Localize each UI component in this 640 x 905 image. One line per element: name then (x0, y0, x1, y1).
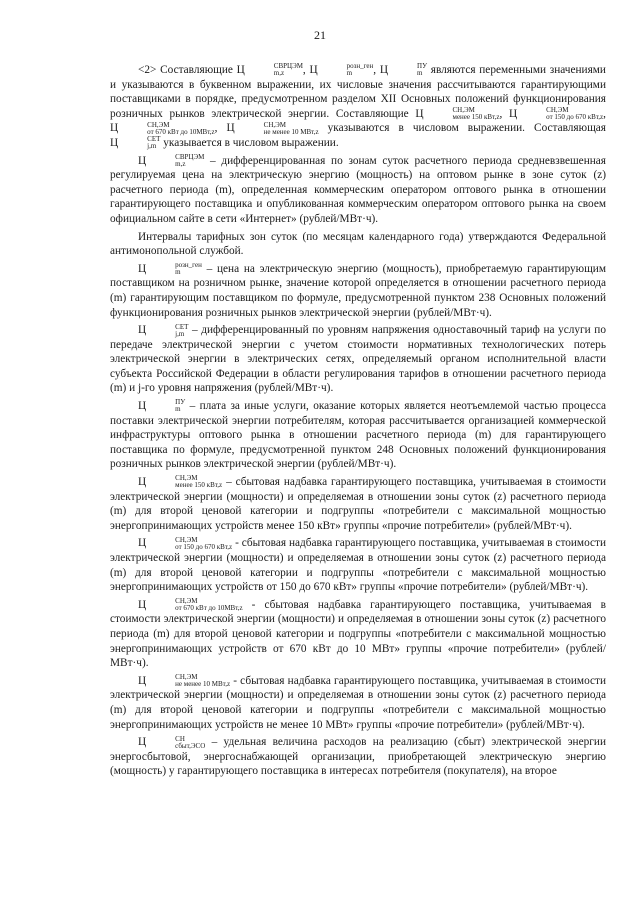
formula-symbol: Ц СН,ЭМ менее 150 кВт,z (415, 106, 500, 122)
paragraph: <2> Составляющие Ц СВРЦЭМ m,z , Ц розн_ген m , Ц ПУ m являются переменными значениями и указываются в буквенном выражении, их числовые значения рассчитываются гарантирующими поставщиками в порядке, предусмотренном разделом XII Основных положений функционирования розничных рынков электрической энергии. Составляющие Ц СН,ЭМ менее 150 кВт,z , Ц СН,ЭМ от 150 до 670 кВт,z , Ц СН,ЭМ от 670 кВт до 10МВт,z , Ц СН,ЭМ не менее 10 МВт,z указываются в числовом выражении. Составляющая Ц СЕТ j,m указывается в числовом выражении. (110, 62, 606, 151)
formula-symbol: Ц СВРЦЭМ m,z (138, 152, 205, 168)
paragraph: Ц СВРЦЭМ m,z – дифференцированная по зонам суток расчетного периода средневзвешенная регулируемая цена на электрическую энергию (мощность) на оптовом рынке в зоне суток (z) расчетного периода (m), определенная коммерческим оператором оптового рынка в отношении гарантирующего поставщика и опубликованная коммерческим оператором оптового рынка на своем официальном сайте в сети «Интернет» (рублей/МВт·ч). (110, 152, 606, 225)
formula-symbol: Ц ПУ m (379, 62, 428, 78)
page-number: 21 (314, 28, 326, 42)
formula-symbol: Ц СН,ЭМ от 670 кВт до 10МВт,z (138, 597, 243, 613)
paragraph: Ц СН сбыт,ЭСО – удельная величина расходов на реализацию (сбыт) электрической энергии энергосбытовой, энергоснабжающей организации, приобретающей электрическую энергию (мощность) у гарантирующего поставщика в интересах потребителя (покупателя), на второе (110, 734, 606, 778)
paragraph: Ц розн_ген m – цена на электрическую энергию (мощность), приобретаемую гарантирующим поставщиком на розничном рынке, значение которой определяется в отношении расчетного периода (m) гарантирующим поставщиком по формуле, предусмотренной пунктом 238 Основных положений функционирования розничных рынков электрической энергии (рублей/МВт·ч). (110, 261, 606, 319)
paragraph: Интервалы тарифных зон суток (по месяцам календарного года) утверждаются Федеральной антимонопольной службой. (110, 230, 606, 258)
formula-symbol: Ц СЕТ j,m (110, 135, 161, 151)
formula-symbol: Ц СН сбыт,ЭСО (138, 734, 206, 750)
paragraph: Ц СН,ЭМ от 670 кВт до 10МВт,z - сбытовая надбавка гарантирующего поставщика, учитываемая в стоимости электрической энергии (мощности) и определяемая в отношении зоны суток (z) расчетного периода (m) для второй ценовой категории и подгруппы «потребители с максимальной мощностью энергопринимающих устройств от 670 кВт до 10 МВт» группы «прочие потребители» (рублей/МВт·ч). (110, 597, 606, 670)
formula-symbol: Ц розн_ген m (309, 62, 374, 78)
formula-symbol: Ц ПУ m (138, 398, 186, 414)
paragraph: Ц СН,ЭМ не менее 10 МВт,z - сбытовая надбавка гарантирующего поставщика, учитываемая в стоимости электрической энергии (мощности) и определяемая в отношении зоны суток (z) расчетного периода (m) для второй ценовой категории и подгруппы «потребители с максимальной мощностью энергопринимающих устройств не менее 10 МВт» группы «прочие потребители» (рублей/МВт·ч). (110, 673, 606, 731)
formula-symbol: Ц СН,ЭМ не менее 10 МВт,z (138, 673, 231, 689)
paragraph: Ц СЕТ j,m – дифференцированный по уровням напряжения одноставочный тариф на услуги по передаче электрической энергии с учетом стоимости нормативных технологических потерь электрической энергии в электрических сетях, определяемый органом исполнительной власти субъекта Российской Федерации в области регулирования тарифов в отношении расчетного периода (m) и j-го уровня напряжения (рублей/МВт·ч). (110, 322, 606, 395)
formula-symbol: Ц СВРЦЭМ m,z (236, 62, 303, 78)
formula-symbol: Ц СЕТ j,m (138, 322, 189, 338)
formula-symbol: Ц СН,ЭМ от 150 до 670 кВт,z (138, 535, 233, 551)
formula-symbol: Ц СН,ЭМ не менее 10 МВт,z (226, 120, 319, 136)
formula-symbol: Ц СН,ЭМ менее 150 кВт,z (138, 474, 223, 490)
paragraph: Ц ПУ m – плата за иные услуги, оказание которых является неотъемлемой частью процесса поставки электрической энергии потребителям, которая рассчитывается организацией коммерческой инфраструктуры оптового рынка в отношении расчетного периода (m) для гарантирующего поставщика по формуле, предусмотренной пунктом 248 Основных положений функционирования розничных рынков электрической энергии (рублей/МВт·ч). (110, 398, 606, 471)
paragraph: Ц СН,ЭМ от 150 до 670 кВт,z - сбытовая надбавка гарантирующего поставщика, учитываемая в стоимости электрической энергии (мощности) и определяемая в отношении зоны суток (z) расчетного периода (m) для второй ценовой категории и подгруппы «потребители с максимальной мощностью энергопринимающих устройств от 150 до 670 кВт» группы «прочие потребители» (рублей/МВт·ч). (110, 535, 606, 594)
document-body (110, 63, 606, 779)
formula-symbol: Ц СН,ЭМ от 150 до 670 кВт,z (509, 106, 604, 122)
formula-symbol: Ц розн_ген m (138, 261, 202, 277)
paragraph: Ц СН,ЭМ менее 150 кВт,z – сбытовая надбавка гарантирующего поставщика, учитываемая в стоимости электрической энергии (мощности) и определяемая в отношении зоны суток (z) расчетного периода (m) для второй ценовой категории и подгруппы «потребители с максимальной мощностью энергопринимающих устройств менее 150 кВт» группы «прочие потребители» (рублей/МВт·ч). (110, 474, 606, 532)
formula-symbol: Ц СН,ЭМ от 670 кВт до 10МВт,z (110, 120, 215, 136)
